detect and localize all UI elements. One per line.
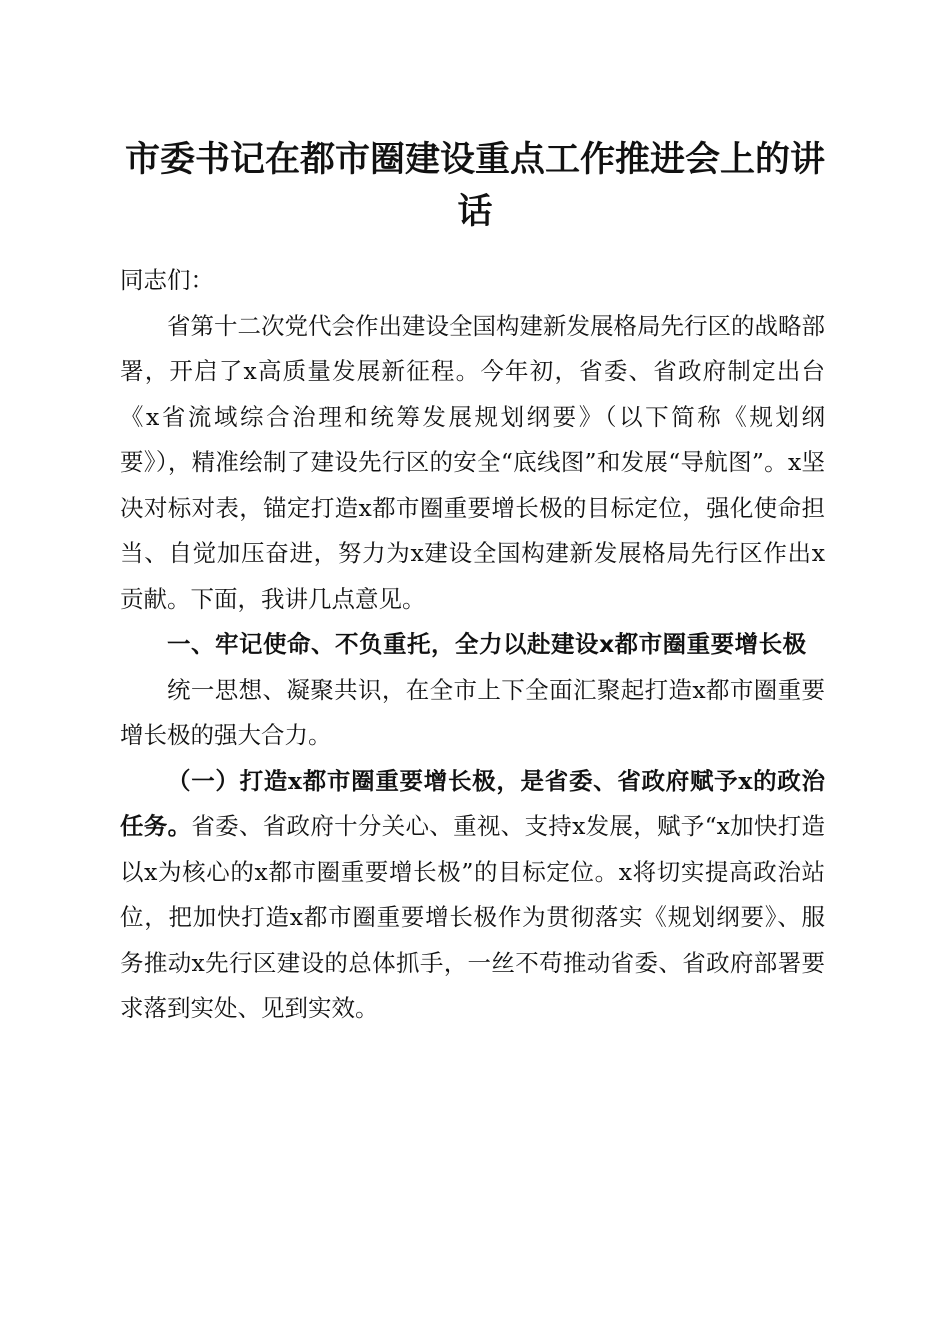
salutation: 同志们： xyxy=(120,266,214,294)
document-title: 市委书记在都市圈建设重点工作推进会上的讲话 xyxy=(124,139,825,232)
paragraph-lead-sentence: （一）打造x都市圈重要增长极，是省委、省政府赋予x的政治任务。 xyxy=(120,766,825,840)
paragraph-consensus: 统一思想、凝聚共识，在全市上下全面汇聚起打造x都市圈重要增长极的强大合力。 xyxy=(120,675,825,749)
section-heading-1: 一、牢记使命、不负重托，全力以赴建设x都市圈重要增长极 xyxy=(167,630,807,658)
paragraph-intro: 省第十二次党代会作出建设全国构建新发展格局先行区的战略部署，开启了x高质量发展新征程。今年初，省委、省政府制定出台《x省流域综合治理和统筹发展规划纲要》（以下简称《规划纲要》），精准绘制了建设先行区的安全“底线图”和发展“导航图”。x坚决对标对表，锚定打造x都市圈重要增长极的目标定位，强化使命担当、自觉加压奋进，努力为x建设全国构建新发展格局先行区作出x贡献。下面，我讲几点意见。 xyxy=(120,311,825,613)
document-body xyxy=(120,258,825,1032)
paragraph-political-task xyxy=(120,759,825,1032)
paragraph-body-text: 省委、省政府十分关心、重视、支持x发展，赋予“x加快打造以x为核心的x都市圈重要增长极”的目标定位。x将切实提高政治站位，把加快打造x都市圈重要增长极作为贯彻落实《规划纲要》、服务推动x先行区建设的总体抓手，一丝不苟推动省委、省政府部署要求落到实处、见到实效。 xyxy=(120,812,826,1022)
